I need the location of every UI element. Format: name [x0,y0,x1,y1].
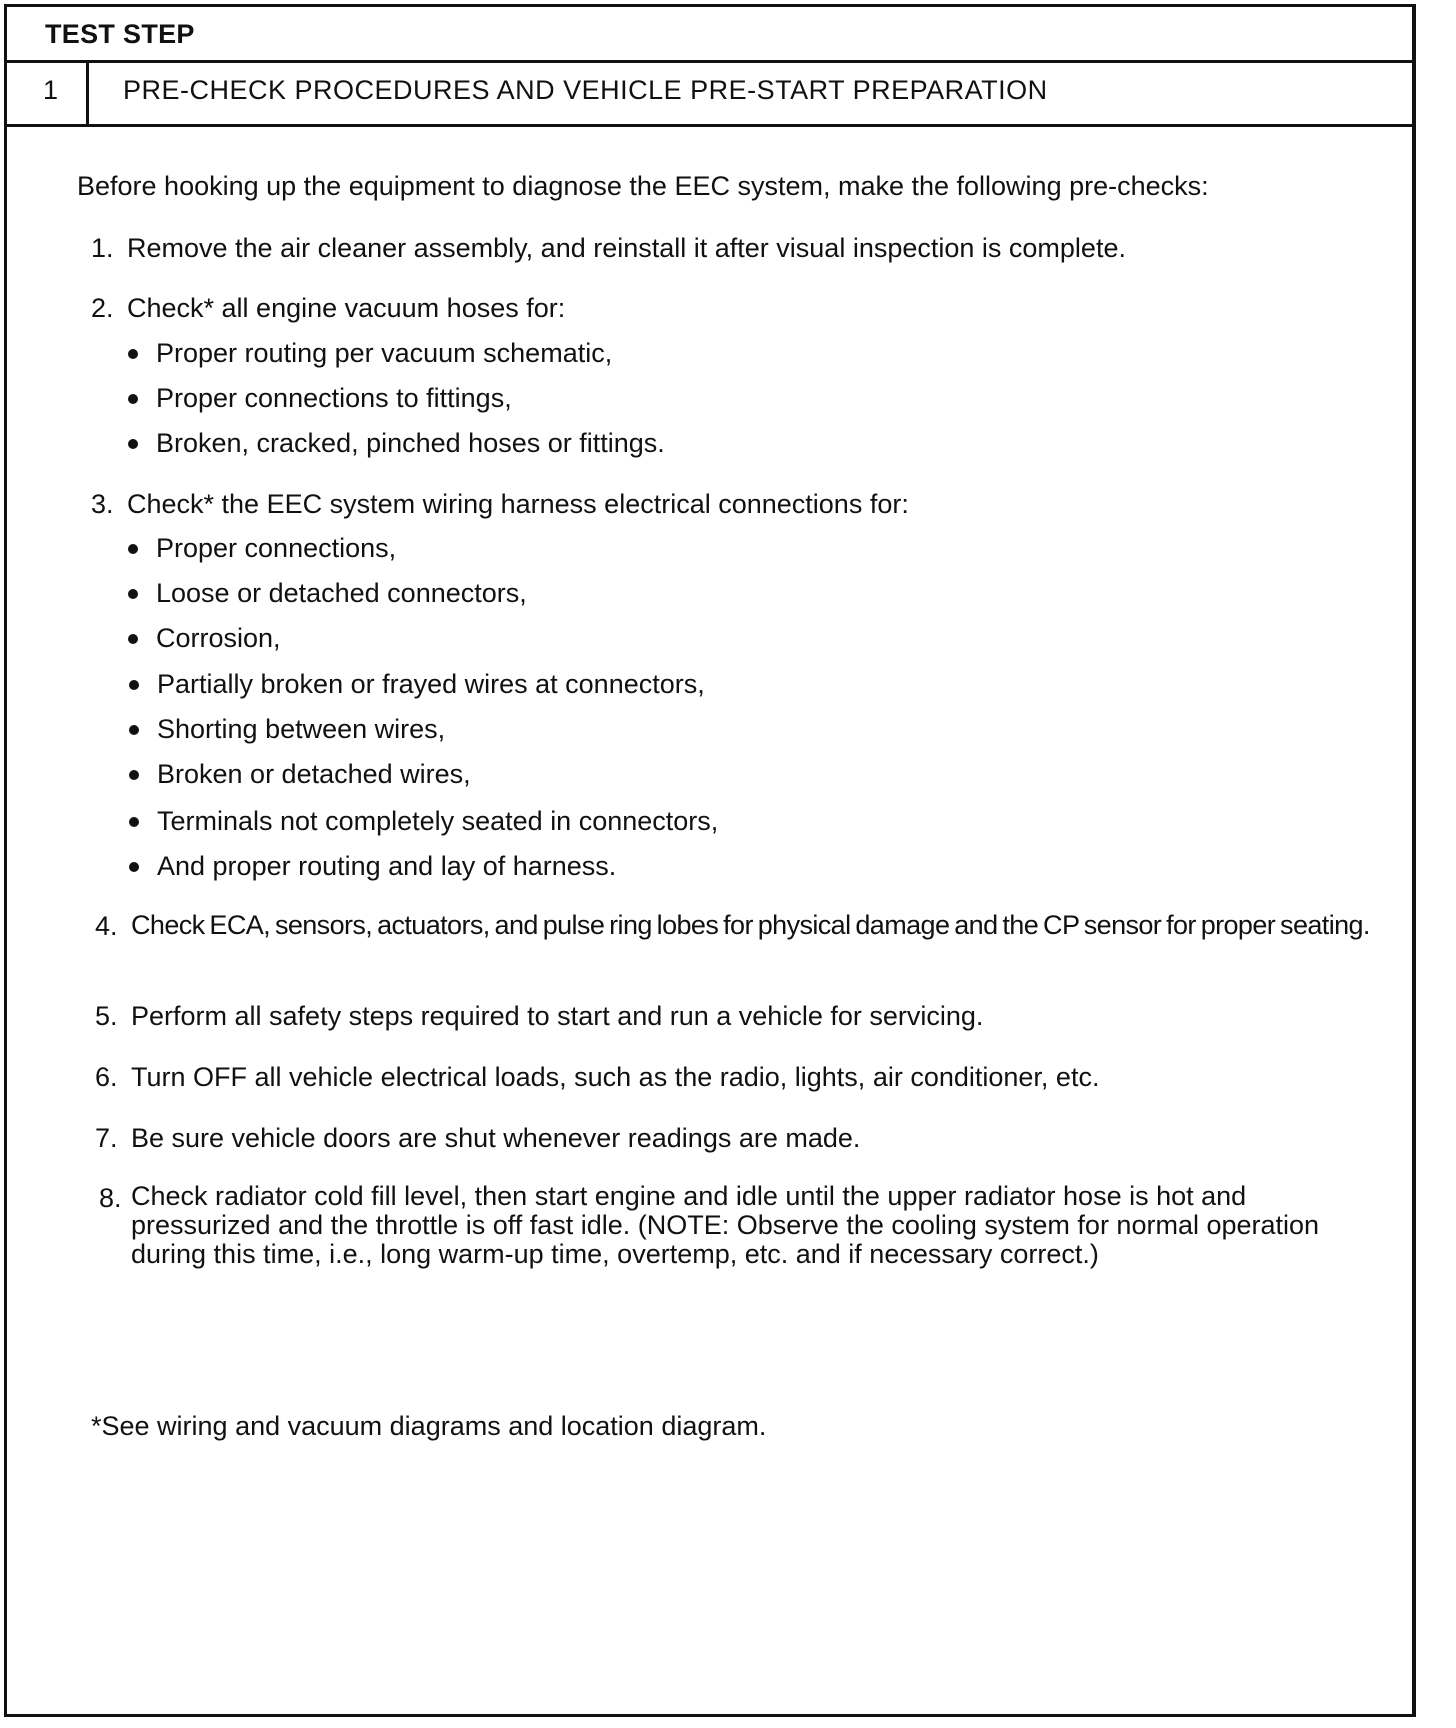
intro-text: Before hooking up the equipment to diagnose the EEC system, make the following pre-checks: [77,171,1209,201]
footnote: *See wiring and vacuum diagrams and location diagram. [91,1411,767,1441]
bullet-text: Proper routing per vacuum schematic, [156,338,613,368]
list-item-number: 2. [91,293,114,323]
bullet-icon [128,589,138,599]
bullet-icon [129,680,139,690]
bullet-text: Loose or detached connectors, [156,578,527,608]
bullet-text: Broken, cracked, pinched hoses or fittings. [156,428,665,458]
list-item-text: Perform all safety steps required to start and run a vehicle for servicing. [131,1001,984,1031]
bullet-text: Corrosion, [156,623,281,653]
list-item-number: 4. [95,911,118,941]
bullet-icon [129,725,139,735]
list-item-text: Check radiator cold fill level, then start engine and idle until the upper radiator hose is hot and pressurized and the throttle is off fast idle. (NOTE: Observe the cooling system for normal operation during this time, i.e., long warm-up time, overtemp, etc. and if necessary correct.) [131,1181,1320,1269]
list-item-text: Check* the EEC system wiring harness electrical connections for: [127,489,909,519]
bullet-text: Partially broken or frayed wires at connectors, [157,669,705,699]
bullet-icon [128,394,138,404]
bullet-text: Broken or detached wires, [157,759,471,789]
list-item-number: 1. [91,233,114,263]
list-item-text: Check* all engine vacuum hoses for: [127,293,566,323]
table-header-row [7,7,1412,63]
bullet-text: Shorting between wires, [157,714,446,744]
step-row [7,63,1412,127]
list-item-number: 7. [95,1123,118,1153]
bullet-icon [129,862,139,872]
list-item-number: 8. [99,1183,122,1213]
step-content [7,127,1412,1714]
list-item-text: Remove the air cleaner assembly, and reinstall it after visual inspection is complete. [127,233,1126,263]
list-item-text: Be sure vehicle doors are shut whenever readings are made. [131,1123,861,1153]
bullet-text: And proper routing and lay of harness. [157,851,617,881]
step-number: 1 [43,75,59,105]
bullet-icon [128,544,138,554]
list-item-text: Check ECA, sensors, actuators, and pulse ring lobes for physical damage and the CP sensor for proper seating. [131,910,1370,940]
list-item-number: 6. [95,1062,118,1092]
test-step-table [4,4,1416,1717]
bullet-icon [129,817,139,827]
list-item-text: Turn OFF all vehicle electrical loads, such as the radio, lights, air conditioner, etc. [131,1062,1100,1092]
bullet-icon [128,439,138,449]
bullet-icon [128,349,138,359]
list-item-number: 5. [95,1001,118,1031]
bullet-text: Proper connections to fittings, [156,383,512,413]
list-item-number: 3. [91,489,114,519]
bullet-icon [129,770,139,780]
bullet-icon [128,634,138,644]
table-header-title: TEST STEP [45,19,195,49]
step-number-cell [7,63,89,124]
bullet-text: Terminals not completely seated in connectors, [157,806,719,836]
step-title: PRE-CHECK PROCEDURES AND VEHICLE PRE-START PREPARATION [123,75,1048,105]
bullet-text: Proper connections, [156,533,397,563]
